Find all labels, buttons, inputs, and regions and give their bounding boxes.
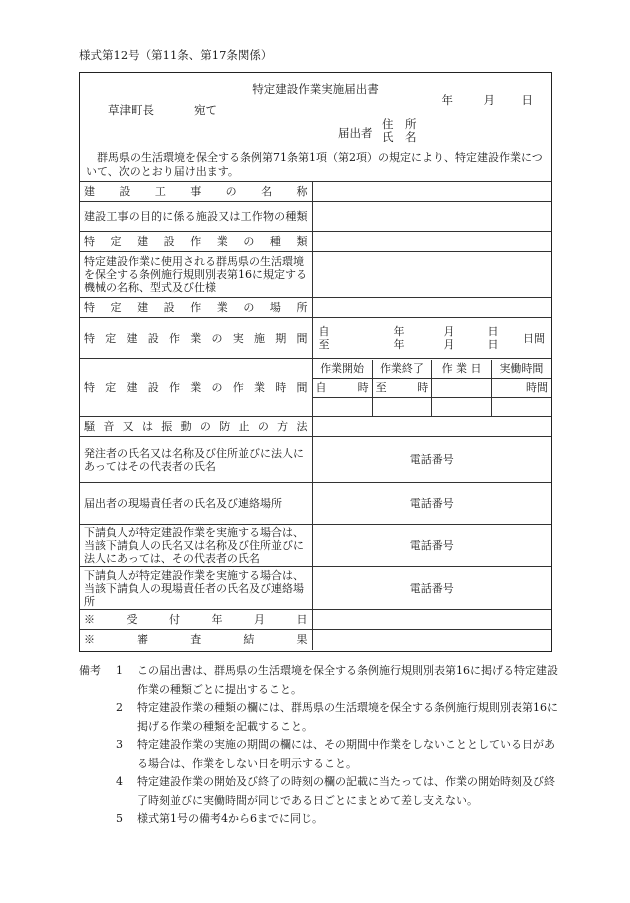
- row-machine: [80, 252, 551, 298]
- form-table: [80, 181, 551, 650]
- notes-section: [79, 662, 559, 829]
- note-number: 5: [116, 812, 123, 825]
- field-period[interactable]: [312, 318, 551, 359]
- field-machine[interactable]: [312, 252, 551, 298]
- period-days: 日間: [523, 331, 545, 345]
- hours-days-cell[interactable]: [432, 378, 492, 397]
- note-1: [79, 662, 559, 699]
- hours-end-cell[interactable]: [372, 378, 432, 397]
- label-prevention: 騒音又は振動の防止の方法: [80, 417, 312, 437]
- field-hours: [312, 359, 551, 417]
- field-orderer[interactable]: [312, 437, 551, 483]
- hours-end-extra[interactable]: [372, 397, 432, 416]
- row-review: [80, 630, 551, 650]
- hours-header-start: 作業開始: [313, 360, 373, 379]
- note-text: 特定建設作業の種類の欄には、群馬県の生活環境を保全する条例施行規則別表第16に掲げる作業の種類を記載すること。: [137, 701, 558, 733]
- hours-actual-extra[interactable]: [491, 397, 551, 416]
- orderer-phone-label: 電話番号: [409, 453, 454, 466]
- label-location: 特定建設作業の場所: [80, 298, 312, 318]
- hours-days-extra[interactable]: [432, 397, 492, 416]
- field-location[interactable]: [312, 298, 551, 318]
- form-number: 様式第12号（第11条、第17条関係）: [79, 48, 273, 62]
- label-work-type: 特定建設作業の種類: [80, 232, 312, 252]
- subcontractor-phone-label: 電話番号: [409, 539, 454, 552]
- note-text: 様式第1号の備考4から6までに同じ。: [137, 812, 323, 825]
- period-from-day: 日: [487, 325, 499, 338]
- label-machine: 特定建設作業に使用される群馬県の生活環境を保全する条例施行規則別表第16に規定する機械の名称、型式及び仕様: [80, 252, 312, 298]
- row-prevention: [80, 417, 551, 437]
- applicant-address-label: 住 所: [382, 117, 417, 131]
- hours-start-unit: 時: [357, 381, 369, 394]
- period-from-year: 年: [393, 325, 405, 338]
- hours-to-label: 至: [375, 381, 387, 394]
- label-construction-name: 建設工事の名称: [80, 182, 312, 202]
- field-subcontractor[interactable]: [312, 525, 551, 567]
- field-review[interactable]: [312, 630, 551, 650]
- sub-manager-phone-label: 電話番号: [409, 581, 454, 595]
- hours-grid: [313, 360, 552, 416]
- note-number: 3: [116, 738, 123, 751]
- form-header: [80, 73, 551, 181]
- label-subcontractor: 下請負人が特定建設作業を実施する場合は、当該下請負人の氏名又は名称及び住所並びに法人にあっては、その代表者の氏名: [80, 525, 312, 567]
- period-to-day: 日: [487, 338, 499, 351]
- note-number: 2: [116, 701, 123, 714]
- row-subcontractor: [80, 525, 551, 567]
- label-sub-manager: 下請負人が特定建設作業を実施する場合は、当該下請負人の現場責任者の氏名及び連絡場所: [80, 567, 312, 610]
- label-orderer: 発注者の氏名又は名称及び住所並びに法人にあってはその代表者の氏名: [80, 437, 312, 483]
- label-review: ※審査結果: [80, 630, 312, 650]
- label-site-manager: 届出者の現場責任者の氏名及び連絡場所: [80, 483, 312, 525]
- notes-heading: 備考: [79, 664, 101, 677]
- note-number: 1: [116, 664, 123, 677]
- field-site-manager[interactable]: [312, 483, 551, 525]
- addressee-suffix: 宛て: [194, 103, 217, 117]
- hours-actual-cell[interactable]: [491, 378, 551, 397]
- note-text: 特定建設作業の実施の期間の欄には、その期間中作業をしないこととしている日がある場合は、作業をしない日を明示すること。: [137, 738, 555, 770]
- hours-from-label: 自: [315, 381, 327, 394]
- note-2: [79, 699, 559, 736]
- applicant-fields: [382, 118, 417, 144]
- label-facility: 建設工事の目的に係る施設又は工作物の種類: [80, 202, 312, 232]
- row-period: [80, 318, 551, 359]
- row-facility: [80, 202, 551, 232]
- date-day: 日: [521, 93, 533, 107]
- hours-header-actual: 実働時間: [491, 360, 551, 379]
- period-from-label: 自: [318, 325, 330, 338]
- period-from-month: 月: [443, 325, 455, 338]
- submission-date: [442, 92, 534, 108]
- label-receipt: ※受付年月日: [80, 610, 312, 630]
- row-construction-name: [80, 182, 551, 202]
- row-work-type: [80, 232, 551, 252]
- form-title: 特定建設作業実施届出書: [252, 82, 379, 96]
- field-work-type[interactable]: [312, 232, 551, 252]
- field-receipt[interactable]: [312, 610, 551, 630]
- date-year: 年: [441, 93, 453, 107]
- field-prevention[interactable]: [312, 417, 551, 437]
- row-sub-manager: [80, 567, 551, 610]
- date-month: 月: [483, 93, 495, 107]
- note-number: 4: [116, 775, 123, 788]
- hours-header-end: 作業終了: [372, 360, 432, 379]
- addressee: [108, 102, 217, 118]
- addressee-name: 草津町長: [108, 103, 154, 117]
- row-hours: [80, 359, 551, 417]
- note-4: [79, 773, 559, 810]
- note-3: [79, 736, 559, 773]
- note-text: この届出書は、群馬県の生活環境を保全する条例施行規則別表第16に掲げる特定建設作業の種類ごとに提出すること。: [137, 664, 558, 696]
- note-5: [79, 810, 559, 829]
- row-receipt: [80, 610, 551, 630]
- row-location: [80, 298, 551, 318]
- hours-start-cell[interactable]: [313, 378, 373, 397]
- label-period: 特定建設作業の実施期間: [80, 318, 312, 359]
- hours-start-extra[interactable]: [313, 397, 373, 416]
- field-sub-manager[interactable]: [312, 567, 551, 610]
- period-to-month: 月: [443, 338, 455, 351]
- row-orderer: [80, 437, 551, 483]
- period-grid: [317, 325, 548, 351]
- site-manager-phone-label: 電話番号: [409, 497, 454, 510]
- field-construction-name[interactable]: [312, 182, 551, 202]
- intro-text: 群馬県の生活環境を保全する条例第71条第1項（第2項）の規定により、特定建設作業について、次のとおり届け出ます。: [86, 151, 543, 178]
- notification-form: [79, 72, 552, 652]
- note-text: 特定建設作業の開始及び終了の時刻の欄の記載に当たっては、作業の開始時刻及び終了時刻並びに実働時間が同じである日ごとにまとめて差し支えない。: [137, 775, 555, 807]
- row-site-manager: [80, 483, 551, 525]
- hours-actual-unit: 時間: [526, 381, 548, 394]
- applicant-name-label: 氏 名: [382, 130, 417, 144]
- period-to-label: 至: [318, 338, 330, 351]
- applicant-label: 届出者: [338, 126, 373, 140]
- field-facility[interactable]: [312, 202, 551, 232]
- label-hours: 特定建設作業の作業時間: [80, 359, 312, 417]
- hours-header-days: 作 業 日: [432, 360, 492, 379]
- hours-end-unit: 時: [417, 381, 429, 394]
- period-to-year: 年: [393, 338, 405, 351]
